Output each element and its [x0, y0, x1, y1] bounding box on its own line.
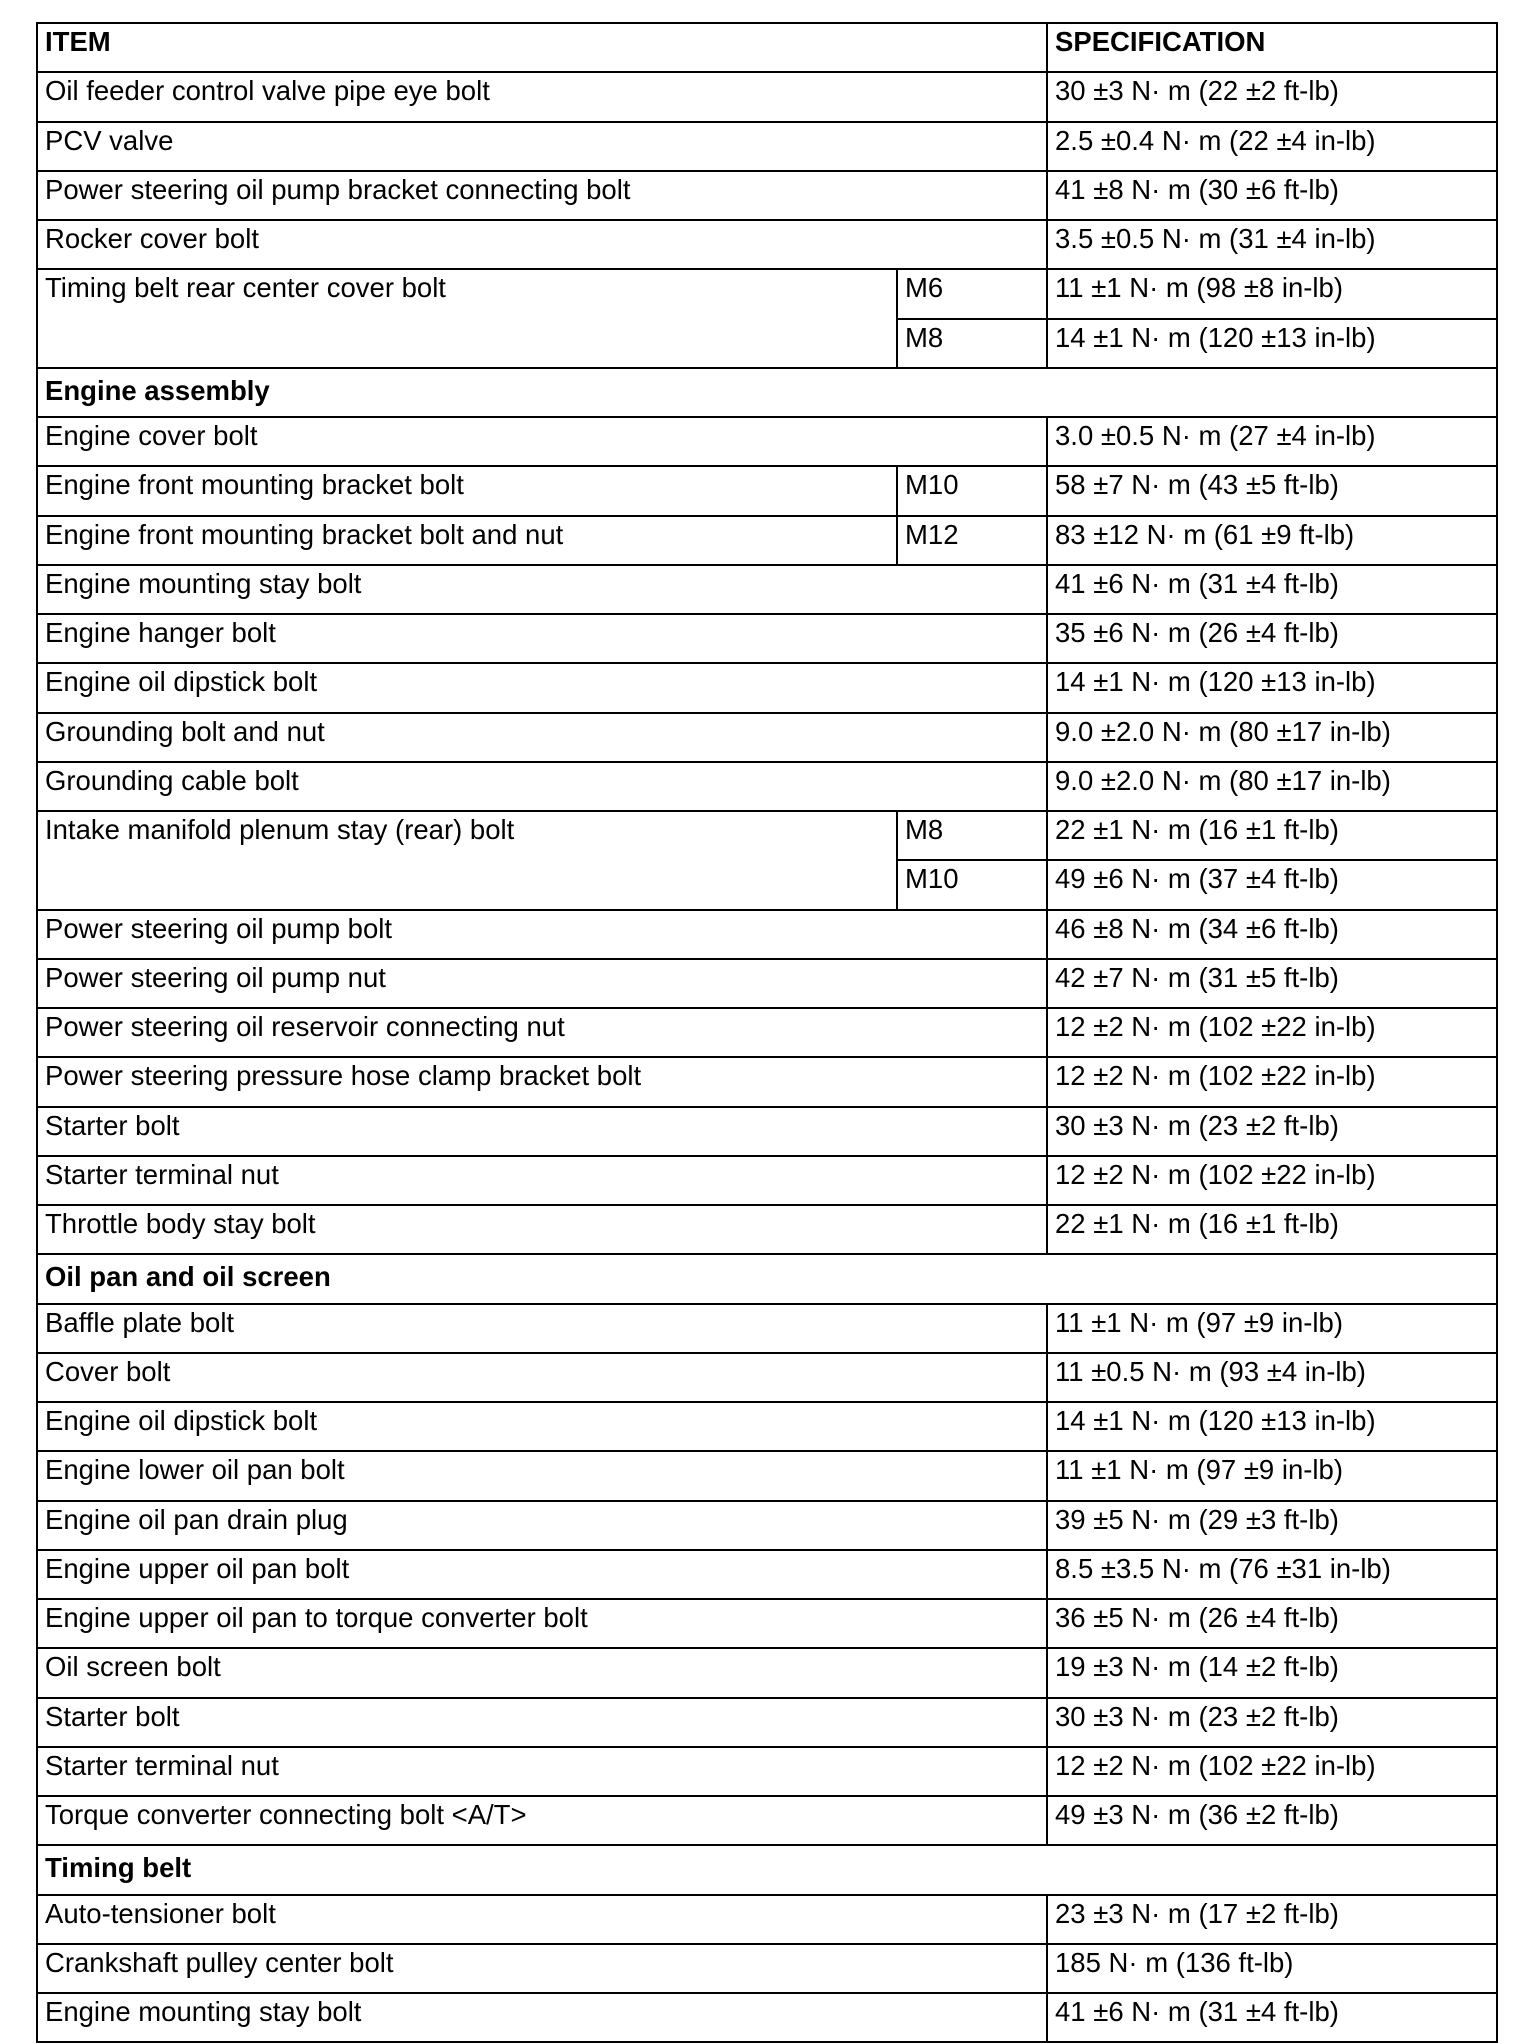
table-row [37, 1747, 1497, 1796]
item-cell: Power steering oil pump nut [37, 959, 1047, 1008]
size-cell: M10 [897, 466, 1047, 515]
specification-cell: 12 ±2 N· m (102 ±22 in-lb) [1047, 1156, 1497, 1205]
specification-cell: 49 ±3 N· m (36 ±2 ft-lb) [1047, 1796, 1497, 1845]
specification-cell: 11 ±1 N· m (98 ±8 in-lb) [1047, 269, 1497, 318]
size-cell: M12 [897, 516, 1047, 565]
item-cell: Engine front mounting bracket bolt and nut [37, 516, 897, 565]
size-cell: M8 [897, 811, 1047, 860]
specification-cell: 9.0 ±2.0 N· m (80 ±17 in-lb) [1047, 713, 1497, 762]
table-row [37, 1353, 1497, 1402]
section-header-row [37, 368, 1497, 417]
section-header-row [37, 1254, 1497, 1303]
table-row [37, 171, 1497, 220]
specification-cell: 12 ±2 N· m (102 ±22 in-lb) [1047, 1057, 1497, 1106]
table-row [37, 72, 1497, 121]
table-row [37, 1698, 1497, 1747]
item-cell: PCV valve [37, 122, 1047, 171]
table-row [37, 910, 1497, 959]
item-cell: Cover bolt [37, 1353, 1047, 1402]
specification-cell: 36 ±5 N· m (26 ±4 ft-lb) [1047, 1599, 1497, 1648]
table-row [37, 1648, 1497, 1697]
item-cell: Starter terminal nut [37, 1747, 1047, 1796]
specification-cell: 12 ±2 N· m (102 ±22 in-lb) [1047, 1747, 1497, 1796]
item-cell: Engine lower oil pan bolt [37, 1451, 1047, 1500]
item-cell: Intake manifold plenum stay (rear) bolt [37, 811, 897, 910]
torque-spec-table [36, 22, 1498, 2043]
specification-cell: 2.5 ±0.4 N· m (22 ±4 in-lb) [1047, 122, 1497, 171]
item-cell: Engine upper oil pan bolt [37, 1550, 1047, 1599]
specification-cell: 39 ±5 N· m (29 ±3 ft-lb) [1047, 1501, 1497, 1550]
specification-cell: 30 ±3 N· m (23 ±2 ft-lb) [1047, 1107, 1497, 1156]
item-cell: Grounding cable bolt [37, 762, 1047, 811]
table-row [37, 122, 1497, 171]
size-cell: M8 [897, 319, 1047, 368]
specification-cell: 185 N· m (136 ft-lb) [1047, 1944, 1497, 1993]
table-row [37, 1402, 1497, 1451]
item-cell: Oil screen bolt [37, 1648, 1047, 1697]
item-cell: Starter terminal nut [37, 1156, 1047, 1205]
specification-cell: 11 ±1 N· m (97 ±9 in-lb) [1047, 1451, 1497, 1500]
section-title: Oil pan and oil screen [37, 1254, 1497, 1303]
specification-cell: 12 ±2 N· m (102 ±22 in-lb) [1047, 1008, 1497, 1057]
item-cell: Timing belt rear center cover bolt [37, 269, 897, 368]
table-row [37, 220, 1497, 269]
item-cell: Rocker cover bolt [37, 220, 1047, 269]
table-row [37, 1205, 1497, 1254]
table-row [37, 1550, 1497, 1599]
specification-cell: 14 ±1 N· m (120 ±13 in-lb) [1047, 1402, 1497, 1451]
specification-cell: 42 ±7 N· m (31 ±5 ft-lb) [1047, 959, 1497, 1008]
item-cell: Oil feeder control valve pipe eye bolt [37, 72, 1047, 121]
item-cell: Torque converter connecting bolt <A/T> [37, 1796, 1047, 1845]
specification-cell: 49 ±6 N· m (37 ±4 ft-lb) [1047, 860, 1497, 909]
item-cell: Engine upper oil pan to torque converter bolt [37, 1599, 1047, 1648]
table-row [37, 1304, 1497, 1353]
table-row [37, 663, 1497, 712]
specification-cell: 23 ±3 N· m (17 ±2 ft-lb) [1047, 1895, 1497, 1944]
section-title: Engine assembly [37, 368, 1497, 417]
table-row [37, 1796, 1497, 1845]
torque-spec-table-container [36, 22, 1496, 2043]
table-row [37, 811, 1497, 860]
item-cell: Power steering pressure hose clamp bracket bolt [37, 1057, 1047, 1106]
table-body [37, 72, 1497, 2042]
item-cell: Power steering oil pump bracket connecting bolt [37, 171, 1047, 220]
table-row [37, 1895, 1497, 1944]
item-cell: Crankshaft pulley center bolt [37, 1944, 1047, 1993]
specification-cell: 41 ±6 N· m (31 ±4 ft-lb) [1047, 565, 1497, 614]
item-cell: Engine mounting stay bolt [37, 1993, 1047, 2042]
table-row [37, 417, 1497, 466]
specification-cell: 3.5 ±0.5 N· m (31 ±4 in-lb) [1047, 220, 1497, 269]
table-row [37, 1599, 1497, 1648]
specification-cell: 83 ±12 N· m (61 ±9 ft-lb) [1047, 516, 1497, 565]
specification-cell: 19 ±3 N· m (14 ±2 ft-lb) [1047, 1648, 1497, 1697]
header-specification: SPECIFICATION [1047, 23, 1497, 72]
table-header-row [37, 23, 1497, 72]
item-cell: Power steering oil pump bolt [37, 910, 1047, 959]
section-header-row [37, 1845, 1497, 1894]
item-cell: Engine cover bolt [37, 417, 1047, 466]
item-cell: Engine oil dipstick bolt [37, 663, 1047, 712]
table-row [37, 1993, 1497, 2042]
item-cell: Throttle body stay bolt [37, 1205, 1047, 1254]
specification-cell: 46 ±8 N· m (34 ±6 ft-lb) [1047, 910, 1497, 959]
item-cell: Engine front mounting bracket bolt [37, 466, 897, 515]
item-cell: Starter bolt [37, 1107, 1047, 1156]
table-row [37, 614, 1497, 663]
specification-cell: 35 ±6 N· m (26 ±4 ft-lb) [1047, 614, 1497, 663]
specification-cell: 9.0 ±2.0 N· m (80 ±17 in-lb) [1047, 762, 1497, 811]
table-row [37, 565, 1497, 614]
specification-cell: 22 ±1 N· m (16 ±1 ft-lb) [1047, 1205, 1497, 1254]
item-cell: Engine oil pan drain plug [37, 1501, 1047, 1550]
table-row [37, 959, 1497, 1008]
table-row [37, 269, 1497, 318]
specification-cell: 14 ±1 N· m (120 ±13 in-lb) [1047, 319, 1497, 368]
item-cell: Engine hanger bolt [37, 614, 1047, 663]
specification-cell: 11 ±1 N· m (97 ±9 in-lb) [1047, 1304, 1497, 1353]
specification-cell: 14 ±1 N· m (120 ±13 in-lb) [1047, 663, 1497, 712]
table-row [37, 1451, 1497, 1500]
table-row [37, 1501, 1497, 1550]
specification-cell: 30 ±3 N· m (23 ±2 ft-lb) [1047, 1698, 1497, 1747]
table-row [37, 466, 1497, 515]
item-cell: Auto-tensioner bolt [37, 1895, 1047, 1944]
table-row [37, 1057, 1497, 1106]
size-cell: M6 [897, 269, 1047, 318]
table-row [37, 1156, 1497, 1205]
table-row [37, 516, 1497, 565]
table-row [37, 1107, 1497, 1156]
specification-cell: 41 ±8 N· m (30 ±6 ft-lb) [1047, 171, 1497, 220]
specification-cell: 8.5 ±3.5 N· m (76 ±31 in-lb) [1047, 1550, 1497, 1599]
table-row [37, 713, 1497, 762]
specification-cell: 41 ±6 N· m (31 ±4 ft-lb) [1047, 1993, 1497, 2042]
specification-cell: 22 ±1 N· m (16 ±1 ft-lb) [1047, 811, 1497, 860]
table-row [37, 1008, 1497, 1057]
size-cell: M10 [897, 860, 1047, 909]
item-cell: Starter bolt [37, 1698, 1047, 1747]
section-title: Timing belt [37, 1845, 1497, 1894]
specification-cell: 58 ±7 N· m (43 ±5 ft-lb) [1047, 466, 1497, 515]
item-cell: Engine mounting stay bolt [37, 565, 1047, 614]
table-row [37, 762, 1497, 811]
item-cell: Baffle plate bolt [37, 1304, 1047, 1353]
specification-cell: 11 ±0.5 N· m (93 ±4 in-lb) [1047, 1353, 1497, 1402]
item-cell: Engine oil dipstick bolt [37, 1402, 1047, 1451]
specification-cell: 3.0 ±0.5 N· m (27 ±4 in-lb) [1047, 417, 1497, 466]
header-item: ITEM [37, 23, 1047, 72]
item-cell: Power steering oil reservoir connecting nut [37, 1008, 1047, 1057]
item-cell: Grounding bolt and nut [37, 713, 1047, 762]
specification-cell: 30 ±3 N· m (22 ±2 ft-lb) [1047, 72, 1497, 121]
